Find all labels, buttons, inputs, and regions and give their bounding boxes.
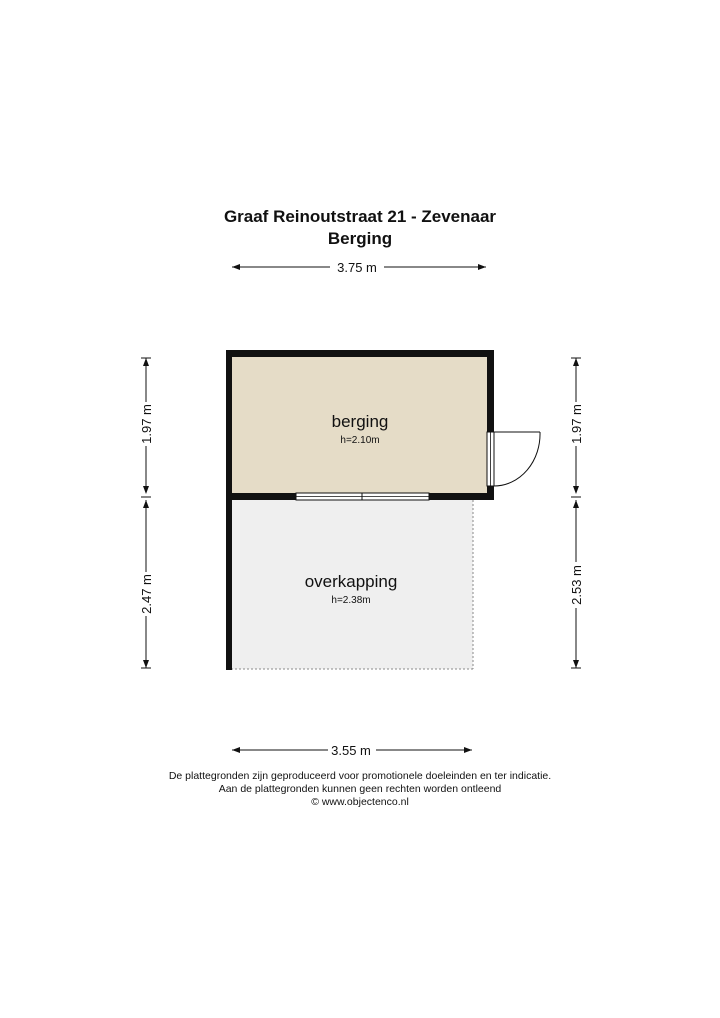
wall-right-upper xyxy=(487,350,494,432)
wall-overkapping-left xyxy=(226,494,232,670)
floor-title: Berging xyxy=(327,229,393,248)
dimension-top-label: 3.75 m xyxy=(337,260,377,275)
wall-bottom-left xyxy=(226,493,296,500)
room-overkapping-height: h=2.38m xyxy=(331,595,371,606)
room-berging-height: h=2.10m xyxy=(340,435,380,446)
dimension-top xyxy=(232,260,486,275)
room-berging-label: berging xyxy=(331,412,389,431)
dimension-left xyxy=(139,358,154,668)
wall-top xyxy=(226,350,494,357)
disclaimer-line-2: Aan de plattegronden kunnen geen rechten worden ontleend xyxy=(218,783,502,795)
room-overkapping-label: overkapping xyxy=(304,572,398,591)
dimension-bottom-label: 3.55 m xyxy=(331,743,371,758)
dimension-right-lower-label: 2.53 m xyxy=(569,565,584,605)
window-bottom xyxy=(296,493,429,500)
disclaimer-line-1: De plattegronden zijn geproduceerd voor promotionele doeleinden en ter indicatie. xyxy=(168,770,552,782)
copyright-line: © www.objectenco.nl xyxy=(311,796,409,808)
wall-bottom-right xyxy=(429,493,494,500)
wall-left xyxy=(226,350,232,500)
dimension-left-upper-label: 1.97 m xyxy=(139,404,154,444)
dimension-right xyxy=(569,358,584,668)
dimension-bottom xyxy=(232,743,472,758)
door-right xyxy=(487,432,540,486)
plan-title: Graaf Reinoutstraat 21 - Zevenaar xyxy=(223,207,497,226)
dimension-left-lower-label: 2.47 m xyxy=(139,574,154,614)
dimension-right-upper-label: 1.97 m xyxy=(569,404,584,444)
